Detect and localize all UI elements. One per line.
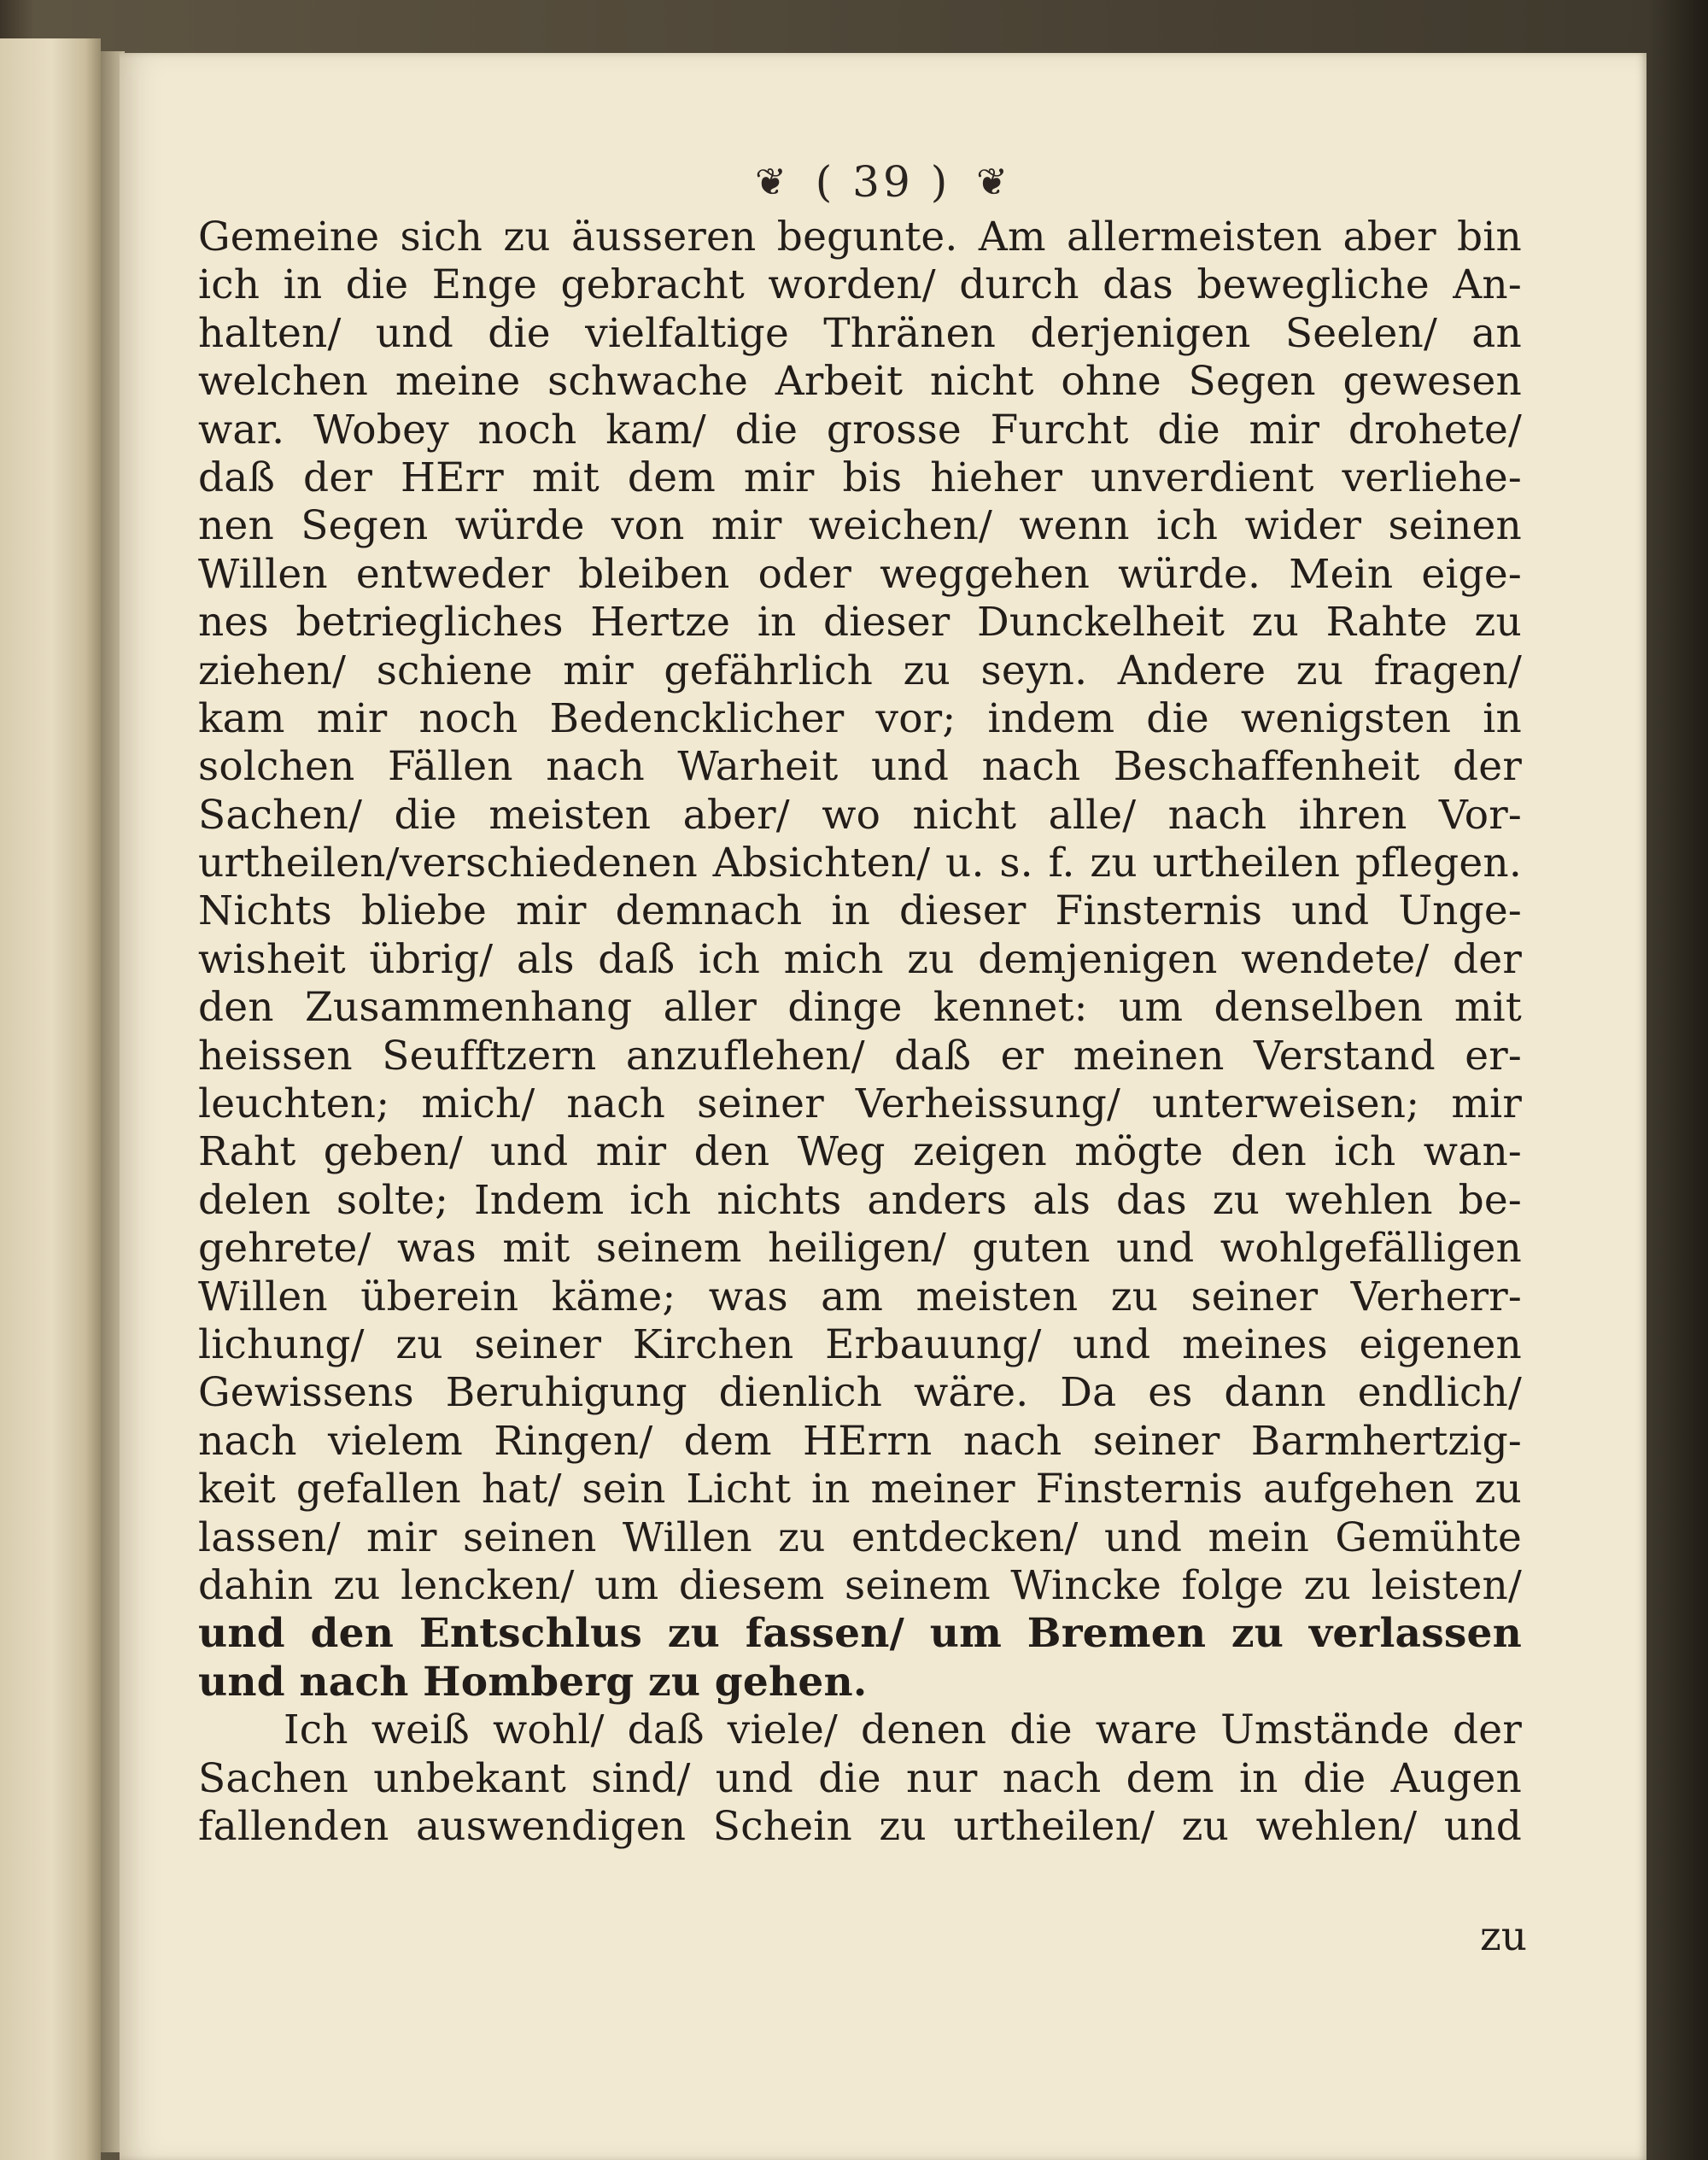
text-line: halten/ und die vielfaltige Thränen derjenigen Seelen/ an [198, 309, 1522, 357]
text-line: und den Entschlus zu fassen/ um Bremen zu verlassen [198, 1610, 1522, 1658]
text-line: dahin zu lencken/ um diesem seinem Wincke folge zu leisten/ [198, 1561, 1522, 1609]
text-line: urtheilen/verschiedenen Absichten/ u. s. f. zu urtheilen pflegen. [198, 840, 1522, 887]
book-page [120, 53, 1647, 2160]
text-line: Sachen/ die meisten aber/ wo nicht alle/ nach ihren Vor- [198, 791, 1522, 839]
text-line: solchen Fällen nach Warheit und nach Beschaffenheit der [198, 743, 1522, 791]
text-line: heissen Seufftzern anzuflehen/ daß er meinen Verstand er- [198, 1032, 1522, 1080]
text-line: Raht geben/ und mir den Weg zeigen mögte den ich wan- [198, 1128, 1522, 1176]
text-line: nen Segen würde von mir weichen/ wenn ich wider seinen [198, 502, 1522, 550]
text-line: lassen/ mir seinen Willen zu entdecken/ und mein Gemühte [198, 1513, 1522, 1561]
left-page-edge [0, 38, 101, 2160]
text-line: delen solte; Indem ich nichts anders als das zu wehlen be- [198, 1176, 1522, 1224]
body-text [198, 214, 1522, 1851]
text-line: lichung/ zu seiner Kirchen Erbauung/ und meines eigenen [198, 1320, 1522, 1368]
text-line: kam mir noch Bedencklicher vor; indem die wenigsten in [198, 694, 1522, 742]
text-line: wisheit übrig/ als daß ich mich zu demjenigen wendete/ der [198, 935, 1522, 983]
ornament-right-icon: ❦ [976, 160, 1011, 204]
text-line: den Zusammenhang aller dinge kennet: um denselben mit [198, 984, 1522, 1032]
text-line: und nach Homberg zu gehen. [198, 1658, 868, 1706]
text-line: Gemeine sich zu äusseren begunte. Am allermeisten aber bin [198, 214, 1522, 260]
text-line: fallenden auswendigen Schein zu urtheilen/ zu wehlen/ und [198, 1802, 1522, 1850]
page-number: ( 39 ) [815, 157, 951, 207]
text-line: Gewissens Beruhigung dienlich wäre. Da es dann endlich/ [198, 1369, 1522, 1417]
ornament-left-icon: ❦ [755, 160, 790, 204]
text-line: nes betriegliches Hertze in dieser Dunckelheit zu Rahte zu [198, 599, 1522, 647]
text-line: Nichts bliebe mir demnach in dieser Finsternis und Unge- [198, 887, 1522, 935]
text-line: Willen überein käme; was am meisten zu seiner Verherr- [198, 1273, 1522, 1320]
text-line: leuchten; mich/ nach seiner Verheissung/ unterweisen; mir [198, 1080, 1522, 1128]
text-line: war. Wobey noch kam/ die grosse Furcht die mir drohete/ [198, 406, 1522, 454]
text-line: Sachen unbekant sind/ und die nur nach dem in die Augen [198, 1754, 1522, 1802]
text-line: daß der HErr mit dem mir bis hieher unverdient verliehe- [198, 454, 1522, 501]
text-line: ziehen/ schiene mir gefährlich zu seyn. Andere zu fragen/ [198, 647, 1522, 694]
text-line: welchen meine schwache Arbeit nicht ohne Segen gewesen [198, 358, 1522, 406]
text-line: gehrete/ was mit seinem heiligen/ guten und wohlgefälligen [198, 1225, 1522, 1273]
text-line: keit gefallen hat/ sein Licht in meiner Finsternis aufgehen zu [198, 1466, 1522, 1513]
text-line: Ich weiß wohl/ daß viele/ denen die ware Umstände der [284, 1706, 1522, 1754]
catchword: zu [1479, 1913, 1527, 1960]
text-line: nach vielem Ringen/ dem HErrn nach seiner Barmhertzig- [198, 1417, 1522, 1465]
text-line: ich in die Enge gebracht worden/ durch das bewegliche An- [198, 261, 1522, 309]
text-line: Willen entweder bleiben oder weggehen würde. Mein eige- [198, 550, 1522, 598]
page-header [120, 154, 1647, 207]
